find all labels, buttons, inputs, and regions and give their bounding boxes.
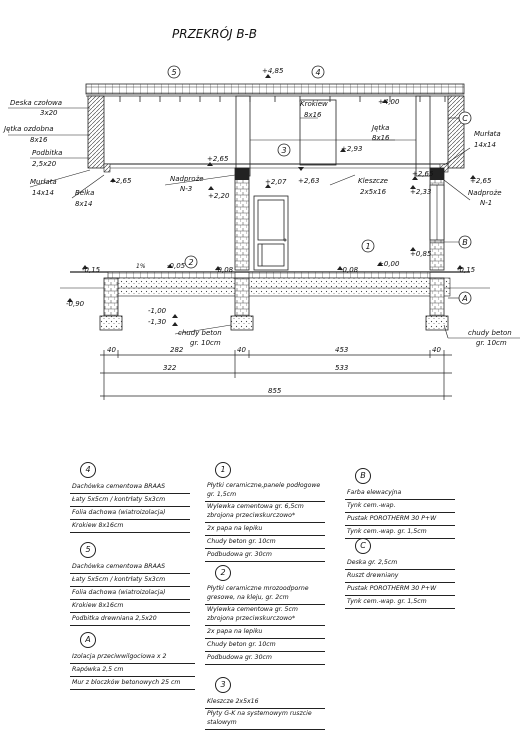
label-deska-czolowa-dim: 3x20 xyxy=(40,109,58,117)
level-window-right: +0,85 xyxy=(410,250,432,258)
legend-5-row: Podbitka drewniana 2,5x20 xyxy=(70,613,190,626)
legend-C-row: Deska gr. 2,5cm xyxy=(345,557,455,570)
foundation-right xyxy=(430,278,444,316)
dim-row1-4: 40 xyxy=(432,346,441,354)
level-terrace: -0,05 xyxy=(167,262,186,270)
legend-5-row: Krokiew 8x16cm xyxy=(70,600,190,613)
level-beam-left2: +2,65 xyxy=(207,155,229,163)
label-jetka-ozdobna-dim: 8x16 xyxy=(30,136,48,144)
label-deska-czolowa: Deska czołowa xyxy=(10,99,63,107)
lintel-left xyxy=(235,168,249,180)
legend-4-row: Folia dachowa (wiatroizolacja) xyxy=(70,507,190,520)
dim-row2-1: 533 xyxy=(335,364,349,372)
label-murlata-left: Murłata xyxy=(30,178,57,186)
label-kleszcze: Kleszcze xyxy=(358,177,388,185)
label-podbitka-dim: 2,5x20 xyxy=(32,160,57,168)
legend-1-row: Płytki ceramiczne,panele podłogowe gr. 1,5cm xyxy=(205,481,325,502)
level-beam-left: +2,65 xyxy=(110,177,132,185)
legend-C-tag: C xyxy=(355,538,371,554)
left-gable xyxy=(88,96,104,168)
level-ceiling-center: +2,63 xyxy=(298,177,320,185)
legend-2-row: Płytki ceramiczne mrozoodporne gresowe, na kleju, gr. 2cm xyxy=(205,584,325,605)
label-chudy-beton-left: chudy beton xyxy=(178,329,222,337)
dim-total: 855 xyxy=(268,387,282,395)
label-nadproze-right-type: N-1 xyxy=(480,199,493,207)
level-floor-left: -0,08 xyxy=(215,266,234,274)
dim-row1-1: 282 xyxy=(170,346,184,354)
legend-5 xyxy=(70,542,190,626)
legend-B xyxy=(345,468,455,539)
legend-4-row: Łaty 5x5cm / kontrłaty 5x3cm xyxy=(70,494,190,507)
marker-4: 4 xyxy=(315,68,321,77)
marker-2: 2 xyxy=(188,258,194,267)
legend-3-tag: 3 xyxy=(215,677,231,693)
marker-1: 1 xyxy=(365,242,371,251)
legend-4-tag: 4 xyxy=(80,462,96,478)
level-door-top: +2,07 xyxy=(265,178,287,186)
marker-C: C xyxy=(462,114,468,123)
legend-3 xyxy=(205,677,325,730)
legend-5-tag: 5 xyxy=(80,542,96,558)
legend-4-row: Dachówka cementowa BRAAS xyxy=(70,481,190,494)
legend-1 xyxy=(205,462,325,562)
legend-C-row: Ruszt drewniany xyxy=(345,570,455,583)
dim-row1-3: 453 xyxy=(335,346,349,354)
legend-1-row: 2x papa na lepiku xyxy=(205,523,325,536)
label-slope: 1% xyxy=(136,263,146,270)
legend-2-row: 2x papa na lepiku xyxy=(205,626,325,639)
legend-2-row: Podbudowa gr. 30cm xyxy=(205,652,325,665)
wall-left xyxy=(235,168,249,270)
legend-2 xyxy=(205,565,325,665)
roof-covering xyxy=(86,84,464,94)
label-kleszcze-dim: 2x5x16 xyxy=(360,188,387,196)
legend-2-row: Chudy beton gr. 10cm xyxy=(205,639,325,652)
label-belka: Belka xyxy=(75,189,95,197)
legend-3-row: Płyty G-K na systemowym ruszcie stalowym xyxy=(205,709,325,730)
marker-A: A xyxy=(462,294,468,303)
legend-5-row: Łaty 5x5cm / kontrłaty 5x3cm xyxy=(70,574,190,587)
level-lintel-left: +2,20 xyxy=(208,192,230,200)
label-murlata-right-dim: 14x14 xyxy=(474,141,496,149)
legend-5-row: Dachówka cementowa BRAAS xyxy=(70,561,190,574)
level-zero: ±0,00 xyxy=(378,260,400,268)
label-jetka-ozdobna: Jętka ozdobna xyxy=(4,125,54,133)
legend-B-row: Tynk cem.-wap. gr. 1,5cm xyxy=(345,526,455,539)
dim-row1-2: 40 xyxy=(237,346,246,354)
door xyxy=(254,196,288,270)
legend-1-row: Chudy beton gr. 10cm xyxy=(205,536,325,549)
label-murlata-right: Murłata xyxy=(474,130,501,138)
legend-A-tag: A xyxy=(80,632,96,648)
level-jetka: +4,00 xyxy=(378,98,400,106)
legend-C-row: Pustak POROTHERM 30 P+W xyxy=(345,583,455,596)
foundation-left xyxy=(104,278,118,316)
label-chudy-beton-right-gr: gr. 10cm xyxy=(476,339,507,347)
legend-B-row: Tynk cem.-wap. xyxy=(345,500,455,513)
legend-2-tag: 2 xyxy=(215,565,231,581)
level-ground-left: -0,15 xyxy=(82,266,101,274)
dim-row2-0: 322 xyxy=(163,364,177,372)
level-right-265a: +2,65 xyxy=(412,170,434,178)
marker-B: B xyxy=(462,238,468,247)
legend-B-tag: B xyxy=(355,468,371,484)
label-nadproze-left: Nadproże xyxy=(170,175,204,183)
dim-row1-0: 40 xyxy=(107,346,116,354)
label-podbitka: Podbitka xyxy=(32,149,63,157)
legend-5-row: Folia dachowa (wiatroizolacja) xyxy=(70,587,190,600)
label-jetka-dim: 8x16 xyxy=(372,134,390,142)
label-chudy-beton-left-gr: gr. 10cm xyxy=(190,339,221,347)
foundation-mid xyxy=(235,278,249,316)
legend-B-row: Farba elewacyjna xyxy=(345,487,455,500)
label-belka-dim: 8x14 xyxy=(75,200,93,208)
level-floor-right: -0,08 xyxy=(340,266,359,274)
level-beam-center: +2,93 xyxy=(341,145,363,153)
legend-C-row: Tynk cem.-wap. gr. 1,5cm xyxy=(345,596,455,609)
level-ridge: +4,85 xyxy=(262,67,284,75)
legend-A-row: Mur z bloczków betonowych 25 cm xyxy=(70,677,195,690)
subgrade xyxy=(108,278,450,296)
label-krokiew: Krokiew xyxy=(300,100,328,108)
legend-4 xyxy=(70,462,190,533)
marker-5: 5 xyxy=(171,68,177,77)
legend-C xyxy=(345,538,455,609)
legend-A-row: Izolacja przeciwwilgociowa x 2 xyxy=(70,651,195,664)
legend-2-row: Wylewka cementowa gr. 5cm zbrojona przeciwskurczowo* xyxy=(205,605,325,626)
label-jetka: Jętka xyxy=(372,124,390,132)
legend-4-row: Krokiew 8x16cm xyxy=(70,520,190,533)
drawing-title: PRZEKRÓJ B-B xyxy=(172,27,257,41)
level-ground-right: -0,15 xyxy=(457,266,476,274)
level-foundation-1: -1,00 xyxy=(148,307,167,315)
level-foundation-left: -0,90 xyxy=(66,300,85,308)
label-murlata-left-dim: 14x14 xyxy=(32,189,54,197)
legend-1-row: Podbudowa gr. 30cm xyxy=(205,549,325,562)
level-right-265b: +2,65 xyxy=(470,177,492,185)
level-foundation-2: -1,30 xyxy=(148,318,167,326)
label-nadproze-right: Nadproże xyxy=(468,189,502,197)
legend-B-row: Pustak POROTHERM 30 P+W xyxy=(345,513,455,526)
legend-1-tag: 1 xyxy=(215,462,231,478)
legend-1-row: Wylewka cementowa gr. 6,5cm zbrojona przeciwskurczowo* xyxy=(205,502,325,523)
level-lintel-right: +2,33 xyxy=(410,188,432,196)
label-krokiew-dim: 8x16 xyxy=(304,111,322,119)
legend-A xyxy=(70,632,195,690)
label-chudy-beton-right: chudy beton xyxy=(468,329,512,337)
legend-3-row: Kleszcze 2x5x16 xyxy=(205,696,325,709)
marker-3: 3 xyxy=(281,146,287,155)
legend-A-row: Rapówka 2,5 cm xyxy=(70,664,195,677)
label-nadproze-left-type: N-3 xyxy=(180,185,193,193)
